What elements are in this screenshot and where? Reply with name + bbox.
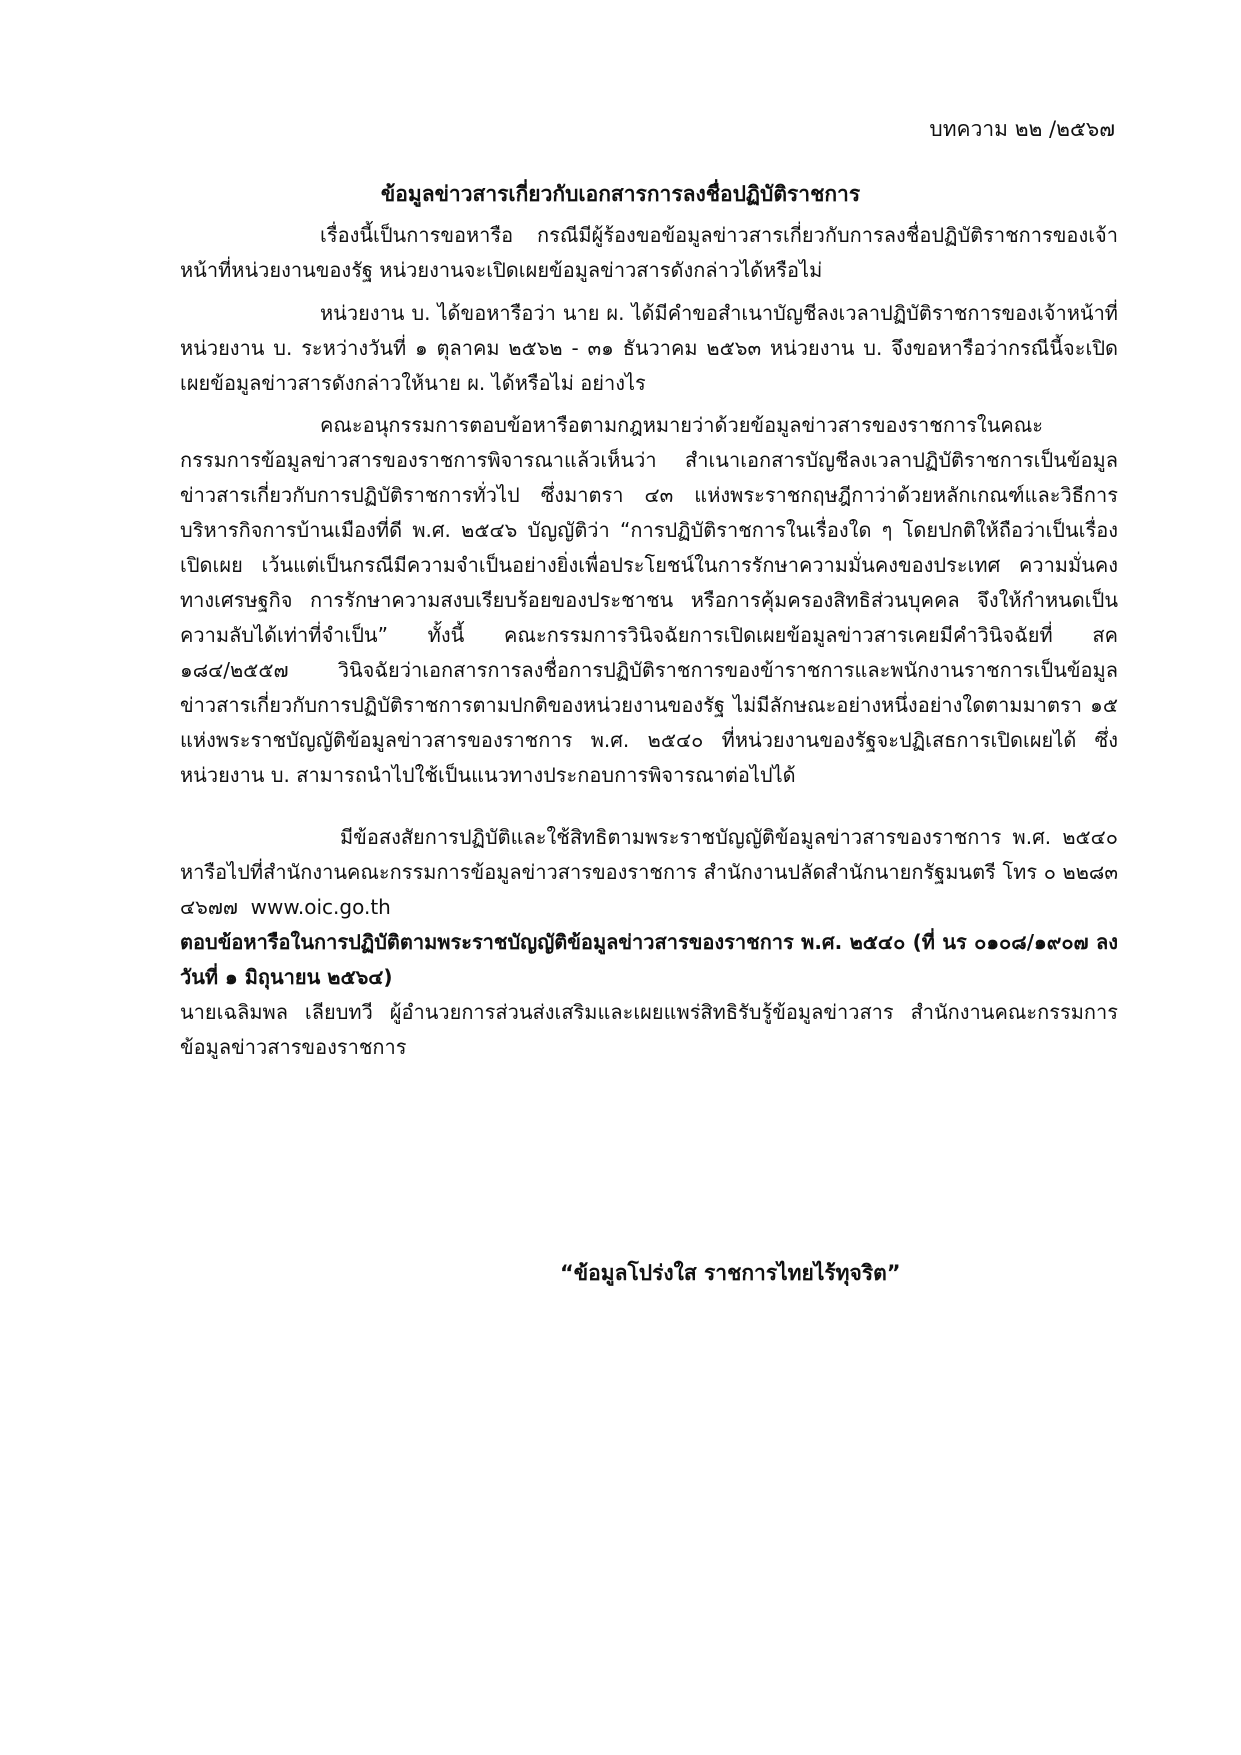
contact-paragraph bbox=[180, 820, 1118, 925]
reference-paragraph: ตอบข้อหารือในการปฏิบัติตามพระราชบัญญัติข้อมูลข่าวสารของราชการ พ.ศ. ๒๕๔๐ (ที่ นร ๐๑๐๘/๑๙๐๗ ลงวันที่ ๑ มิถุนายน ๒๕๖๔) bbox=[180, 930, 1118, 989]
paragraph-question: เรื่องนี้เป็นการขอหารือ กรณีมีผู้ร้องขอข้อมูลข่าวสารเกี่ยวกับการลงชื่อปฏิบัติราชการของเจ้าหน้าที่หน่วยงานของรัฐ หน่วยงานจะเปิดเผยข้อมูลข่าวสารดังกล่าวได้หรือไม่ bbox=[180, 223, 1118, 282]
paragraph-opinion: คณะอนุกรรมการตอบข้อหารือตามกฎหมายว่าด้วยข้อมูลข่าวสารของราชการในคณะกรรมการข้อมูลข่าวสารของราชการพิจารณาแล้วเห็นว่า สำเนาเอกสารบัญชีลงเวลาปฏิบัติราชการเป็นข้อมูลข่าวสารเกี่ยวกับการปฏิบัติราชการทั่วไป ซึ่งมาตรา ๔๓ แห่งพระราชกฤษฎีกาว่าด้วยหลักเกณฑ์และวิธีการบริหารกิจการบ้านเมืองที่ดี พ.ศ. ๒๕๔๖ บัญญัติว่า “การปฏิบัติราชการในเรื่องใด ๆ โดยปกติให้ถือว่าเป็นเรื่องเปิดเผย เว้นแต่เป็นกรณีมีความจำเป็นอย่างยิ่งเพื่อประโยชน์ในการรักษาความมั่นคงของประเทศ ความมั่นคงทางเศรษฐกิจ การรักษาความสงบเรียบร้อยของประชาชน หรือการคุ้มครองสิทธิส่วนบุคคล จึงให้กำหนดเป็นความลับได้เท่าที่จำเป็น” ทั้งนี้ คณะกรรมการวินิจฉัยการเปิดเผยข้อมูลข่าวสารเคยมีคำวินิจฉัยที่ สค ๑๘๔/๒๕๕๗ วินิจฉัยว่าเอกสารการลงชื่อการปฏิบัติราชการของข้าราชการและพนักงานราชการเป็นข้อมูลข่าวสารเกี่ยวกับการปฏิบัติราชการตามปกติของหน่วยงานของรัฐ ไม่มีลักษณะอย่างหนึ่งอย่างใดตามมาตรา ๑๕ แห่งพระราชบัญญัติข้อมูลข่าวสารของราชการ พ.ศ. ๒๕๔๐ ที่หน่วยงานของรัฐจะปฏิเสธการเปิดเผยได้ ซึ่งหน่วยงาน บ. สามารถนำไปใช้เป็นแนวทางประกอบการพิจารณาต่อไปได้ bbox=[180, 413, 1118, 787]
contact-section bbox=[180, 820, 1118, 1065]
website-link[interactable]: www.oic.go.th bbox=[250, 895, 391, 919]
opinion-section bbox=[180, 408, 1118, 793]
paragraph-inquiry: หน่วยงาน บ. ได้ขอหารือว่า นาย ผ. ได้มีคำขอสำเนาบัญชีลงเวลาปฏิบัติราชการของเจ้าหน้าที่หน่วยงาน บ. ระหว่างวันที่ ๑ ตุลาคม ๒๕๖๒ - ๓๑ ธันวาคม ๒๕๖๓ หน่วยงาน บ. จึงขอหารือว่ากรณีนี้จะเปิดเผยข้อมูลข่าวสารดังกล่าวให้นาย ผ. ได้หรือไม่ อย่างไร bbox=[180, 301, 1118, 395]
contact-text: มีข้อสงสัยการปฏิบัติและใช้สิทธิตามพระราชบัญญัติข้อมูลข่าวสารของราชการ พ.ศ. ๒๕๔๐ หารือไปที่สำนักงานคณะกรรมการข้อมูลข่าวสารของราชการ สำนักงานปลัดสำนักนายกรัฐมนตรี โทร ๐ ๒๒๘๓ ๔๖๗๗ bbox=[180, 825, 1118, 919]
author-paragraph: นายเฉลิมพล เลียบทวี ผู้อำนวยการส่วนส่งเสริมและเผยแพร่สิทธิรับรู้ข้อมูลข่าวสาร สำนักงานคณะกรรมการข้อมูลข่าวสารของราชการ bbox=[180, 1000, 1118, 1059]
document-title: ข้อมูลข่าวสารเกี่ยวกับเอกสารการลงชื่อปฏิบัติราชการ bbox=[380, 182, 861, 206]
intro-section bbox=[180, 218, 1118, 288]
document-number: บทความ ๒๒ /๒๕๖๗ bbox=[929, 117, 1115, 141]
inquiry-section bbox=[180, 296, 1118, 401]
motto: “ข้อมูลโปร่งใส ราชการไทยไร้ทุจริต” bbox=[560, 1261, 901, 1285]
